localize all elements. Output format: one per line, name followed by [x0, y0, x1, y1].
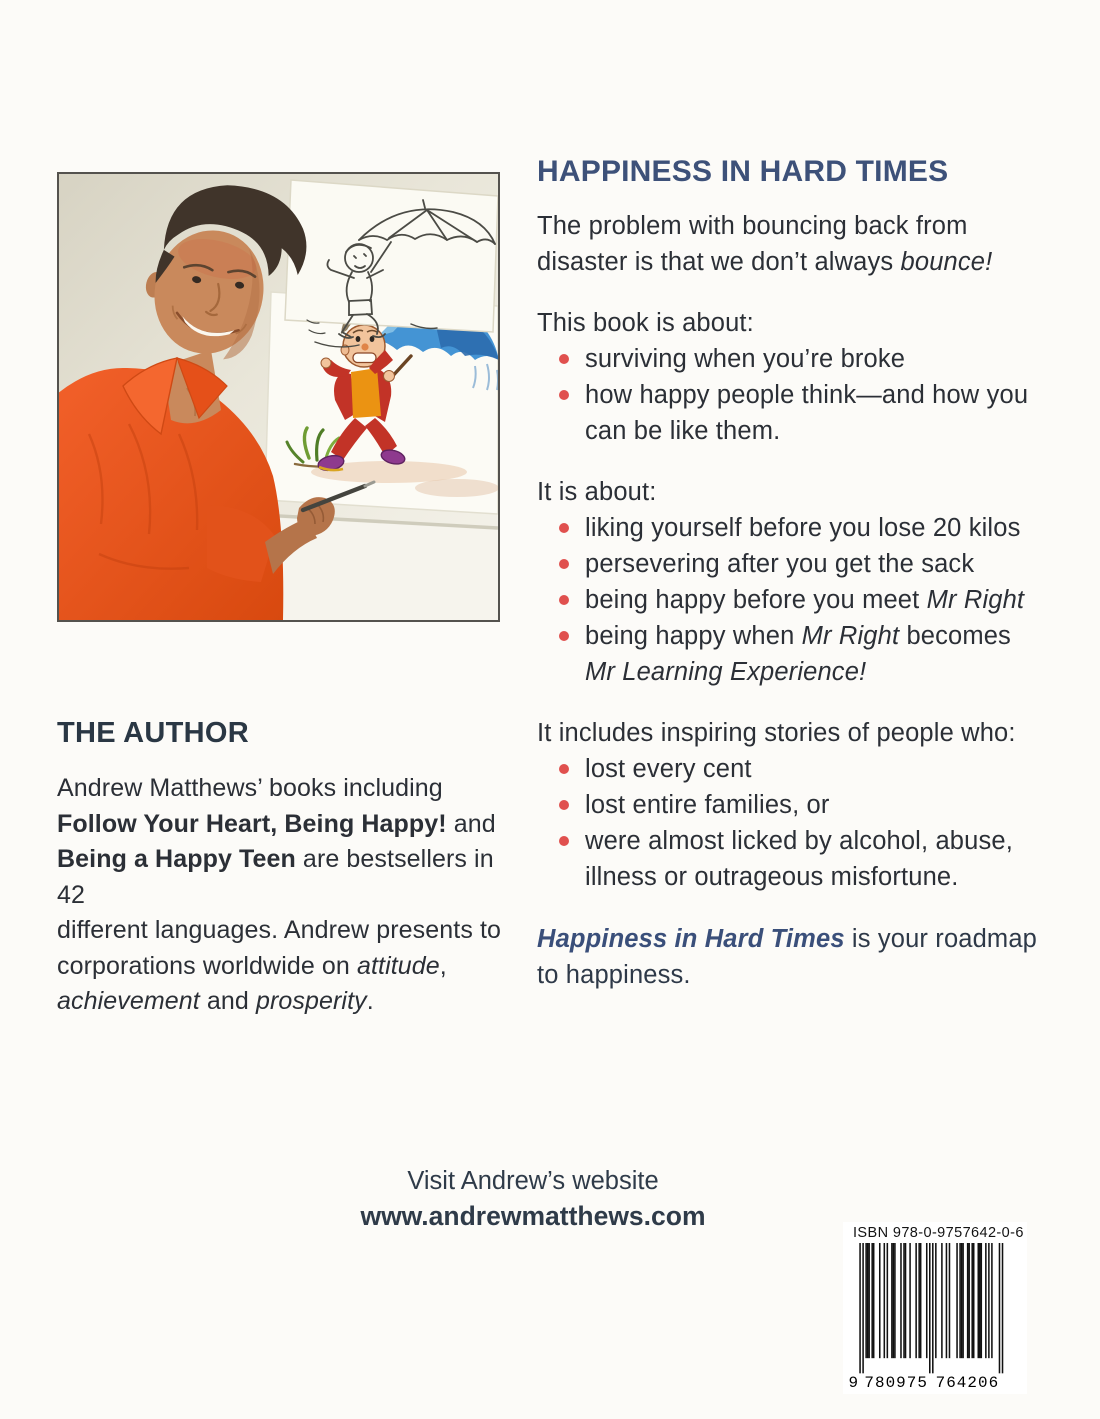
list-item: lost every cent [537, 751, 1057, 787]
bullet-list [537, 341, 1057, 449]
svg-text:0: 0 [978, 1373, 988, 1390]
svg-text:8: 8 [874, 1373, 885, 1390]
blurb-column [537, 152, 1057, 993]
bullet-dot [559, 595, 569, 605]
svg-text:4: 4 [956, 1373, 967, 1390]
bullet-dot [559, 631, 569, 641]
section-heading: It includes inspiring stories of people who: [537, 719, 1016, 747]
section-stories [537, 715, 1057, 895]
bullet-list [537, 751, 1057, 895]
intro-paragraph: The problem with bouncing back from disaster is that we don’t always bounce! [537, 212, 993, 276]
section-it-is-about [537, 474, 1057, 690]
bullet-dot [559, 390, 569, 400]
section-heading: It is about: [537, 478, 657, 506]
svg-text:5: 5 [917, 1373, 927, 1390]
author-section [57, 716, 527, 1020]
author-photo [57, 172, 500, 622]
svg-text:7: 7 [906, 1373, 917, 1390]
svg-text:7: 7 [864, 1373, 874, 1390]
website-caption: Visit Andrew’s website [407, 1167, 659, 1195]
list-item: lost entire families, or [537, 787, 1057, 823]
website-block [283, 1164, 783, 1234]
isbn-barcode [843, 1222, 1027, 1394]
author-photo-graphic [59, 174, 498, 620]
bullet-dot [559, 523, 569, 533]
list-item: persevering after you get the sack [537, 546, 1057, 582]
list-item: were almost licked by alcohol, abuse, illness or outrageous misfortune. [537, 823, 1057, 895]
isbn-label: ISBN 978-0-9757642-0-6 [853, 1225, 1024, 1241]
list-item: being happy before you meet Mr Right [537, 582, 1057, 618]
svg-text:0: 0 [885, 1373, 896, 1390]
svg-text:6: 6 [946, 1373, 956, 1390]
bullet-dot [559, 559, 569, 569]
author-bio: Andrew Matthews’ books including Follow Your Heart, Being Happy! and Being a Happy Teen are bestsellers in 42 different languages. Andrew presents to corporations worldwide on attitude, achievement and prosperity. [57, 774, 502, 1015]
bullet-dot [559, 836, 569, 846]
bullet-dot [559, 800, 569, 810]
list-item: liking yourself before you lose 20 kilos [537, 510, 1057, 546]
book-title: HAPPINESS IN HARD TIMES [537, 155, 949, 188]
svg-text:2: 2 [967, 1373, 977, 1390]
bw-sketch [285, 180, 498, 347]
author-heading: THE AUTHOR [57, 717, 250, 749]
svg-text:9: 9 [896, 1373, 906, 1390]
svg-text:7: 7 [935, 1373, 946, 1390]
list-item: being happy when Mr Right becomes Mr Learning Experience! [537, 618, 1057, 690]
website-url: www.andrewmatthews.com [360, 1201, 706, 1231]
list-item: surviving when you’re broke [537, 341, 1057, 377]
bullet-dot [559, 764, 569, 774]
closing-paragraph: Happiness in Hard Times is your roadmap to happiness. [537, 925, 1037, 989]
section-this-book [537, 305, 1057, 449]
svg-text:9: 9 [848, 1373, 859, 1390]
section-heading: This book is about: [537, 309, 754, 337]
svg-text:6: 6 [988, 1373, 999, 1390]
bullet-dot [559, 354, 569, 364]
barcode-bars [847, 1243, 1011, 1390]
list-item: how happy people think—and how you can be like them. [537, 377, 1057, 449]
bullet-list [537, 510, 1057, 690]
